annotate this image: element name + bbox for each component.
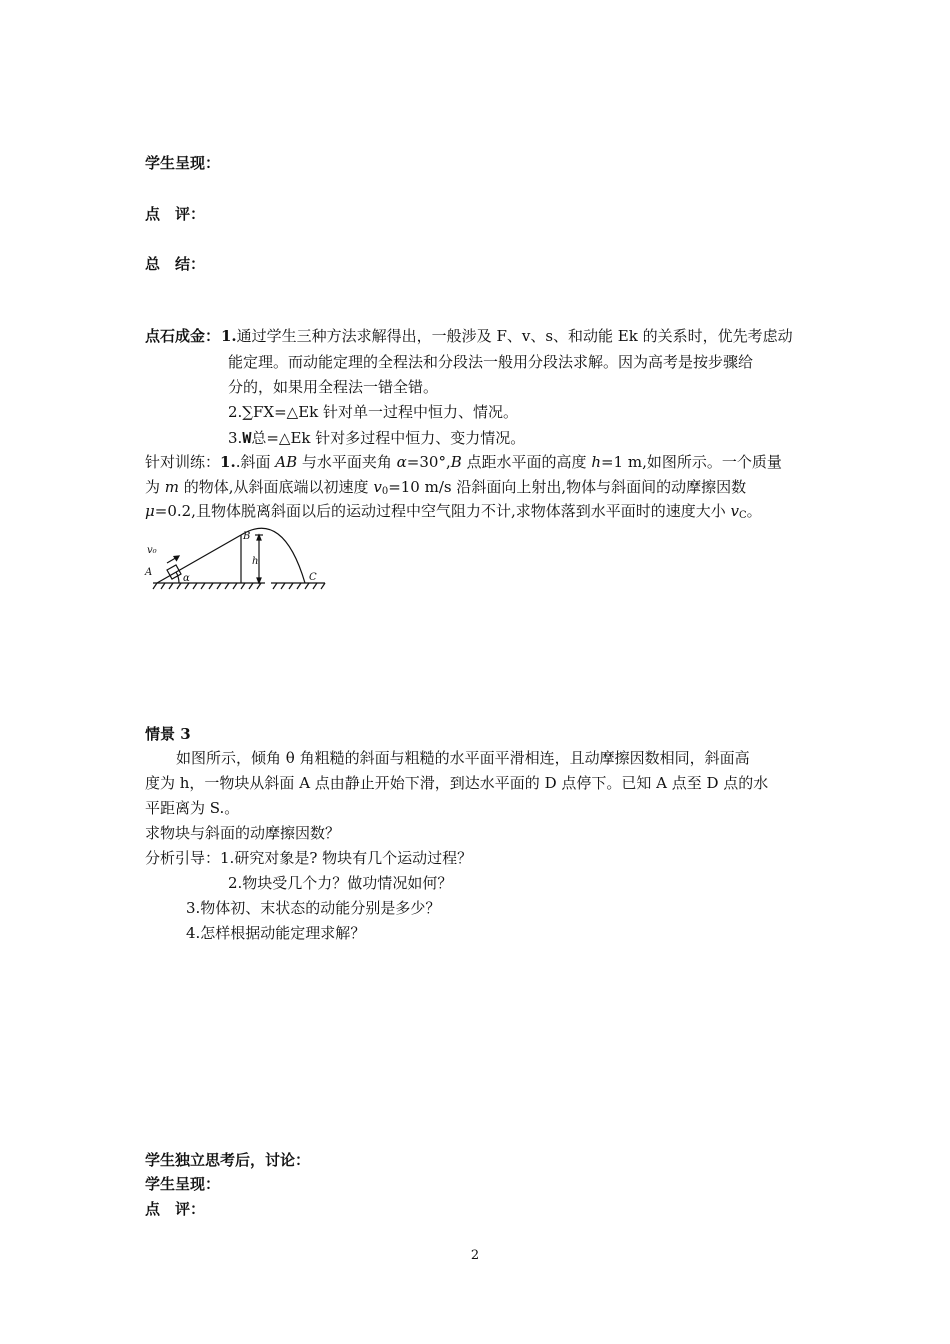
block [167,565,181,579]
student-present-label: 学生呈现： [145,154,221,172]
velocity-arrowhead [174,556,179,561]
training-text: =0.2,且物体脱离斜面以后的运动过程中空气阻力不计,求物体落到水平面时的速度大小 [154,502,731,520]
label-a: A [145,567,153,578]
guide-item-1: 1.研究对象是? 物块有几个运动过程？ [220,849,473,867]
discuss-label: 学生独立思考后，讨论： [145,1151,311,1169]
comment-label: 点 评： [145,205,206,223]
scene3-question: 求物块与斜面的动摩擦因数？ [145,824,341,842]
ground-hatching [153,583,325,589]
training-line-2 [145,477,746,502]
training-text: =30°, [406,453,451,471]
guide-label: 分析引导： [145,849,221,867]
tips-item-1-number: 1. [221,327,237,345]
training-text: =10 m/s 沿斜面向上射出,物体与斜面间的动摩擦因数 [388,478,747,496]
var-v0-sub: 0 [381,486,389,497]
tips-item-3 [228,428,525,448]
var-vc: v [730,502,739,520]
guide-item-4: 4.怎样根据动能定理求解？ [186,924,366,942]
page-number: 2 [470,1248,480,1263]
training-text: 为 [145,478,165,496]
tips-item-3-w: W [242,429,252,447]
training-text: 斜面 [240,453,276,471]
incline-projectile-figure [143,523,329,593]
var-v0: v [373,478,382,496]
angle-arc [176,572,179,583]
var-alpha: α [396,453,407,471]
training-text: 与水平面夹角 [297,453,397,471]
label-h: h [252,556,259,567]
height-arrow-top [257,535,261,540]
var-b: B [450,453,462,471]
var-vc-sub: C [738,510,747,521]
scene3-paragraph-line-3: 平距离为 S.。 [145,799,240,817]
tips-label: 点石成金： [145,327,221,345]
tips-item-3-text: 总=△Ek 针对多过程中恒力、变力情况。 [251,429,526,447]
trajectory-curve [241,528,305,583]
tips-item-1-line-2: 能定理。而动能定理的全程法和分段法一般用分段法求解。因为高考是按步骤给 [228,353,754,371]
training-text: 的物体,从斜面底端以初速度 [179,478,374,496]
training-text: 。 [746,502,762,520]
bottom-comment-label: 点 评： [145,1200,206,1218]
summary-label: 总 结： [145,255,206,273]
training-number: 1. [220,453,236,471]
label-alpha: α [183,573,190,584]
training-dot: . [235,453,241,471]
bottom-student-present-label: 学生呈现： [145,1175,221,1193]
guide-item-2: 2.物块受几个力？做功情况如何？ [228,874,453,892]
tips-item-1-line-1 [221,326,793,346]
var-h: h [591,453,601,471]
tips-item-1-text: 通过学生三种方法求解得出，一般涉及 F、v、s、和动能 Ek 的关系时，优先考虑动 [236,327,793,345]
scene3-guide-line-1 [145,848,472,868]
label-b: B [243,531,251,542]
training-label: 针对训练： [145,453,221,471]
var-ab: AB [275,453,298,471]
label-v0: v₀ [147,545,157,556]
tips-item-1-line-3: 分的，如果用全程法一错全错。 [228,378,439,396]
scene3-paragraph-line-1: 如图所示，倾角 θ 角粗糙的斜面与粗糙的水平面平滑相连，且动摩擦因数相同，斜面高 [176,749,750,767]
height-arrow-bottom [257,578,261,583]
scene3-title: 情景 3 [145,725,191,743]
label-c: C [309,572,317,583]
scene3-paragraph-line-2: 度为 h，一物块从斜面 A 点由静止开始下滑，到达水平面的 D 点停下。已知 A 点至 D 点的水 [145,774,769,792]
tips-item-2: 2.∑FX=△Ek 针对单一过程中恒力、情况。 [228,403,519,421]
var-m: m [164,478,180,496]
training-text: =1 m,如图所示。一个质量 [600,453,782,471]
training-text: 点距水平面的高度 [461,453,592,471]
training-line-1 [145,452,782,472]
tips-item-3-number: 3. [228,429,243,447]
var-mu: μ [145,502,155,520]
guide-item-3: 3.物体初、末状态的动能分别是多少？ [186,899,441,917]
